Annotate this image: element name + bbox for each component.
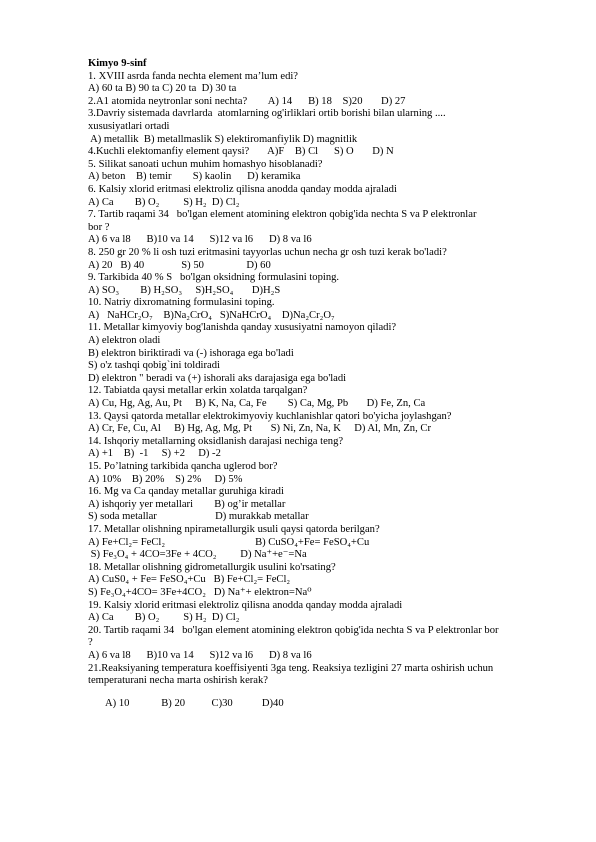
text-line: 12. Tabiatda qaysi metallar erkin xolatda tarqalgan? (88, 385, 308, 397)
text-line: 13. Qaysi qatorda metallar elektrokimyoviy kuchlanishlar qatori bo'yicha joylashgan? (88, 410, 452, 422)
text-line: A) NaHCr₂O₇ B)Na₂CrO₄ S)NaHCrO₄ D)Na₂Cr₂O₇ (88, 309, 335, 321)
text-line: 10. Natriy dixromatning formulasini toping. (88, 297, 275, 309)
spacer (88, 688, 562, 698)
text-line: S) soda metallar D) murakkab metallar (88, 511, 309, 523)
text-line: 15. Po’latning tarkibida qancha uglerod bor? (88, 461, 278, 472)
text-line: A) ishqoriy yer metallari B) og’ir metallar (88, 498, 286, 510)
text-line: 17. Metallar olishning npirametallurgik usuli qaysi qatorda berilgan? (88, 523, 380, 535)
text-line: 6. Kalsiy xlorid eritmasi elektroliz qilisna anodda qanday modda ajraladi (88, 183, 397, 195)
text-line: 19. Kalsiy xlorid eritmasi elektroliz qilisna anodda qanday modda ajraladi (88, 599, 403, 611)
text-line: bor ? (88, 221, 110, 233)
document-title: Kimyo 9-sinf (88, 58, 147, 69)
text-line: temperaturani necha marta oshirish kerak? (88, 675, 269, 687)
text-line: A) CuS0₄ + Fe= FeSO₄+Cu B) Fe+Cl₂= FeCl₂ (88, 574, 291, 586)
text-line: 7. Tartib raqami 34 bo'lgan element atomining elektron qobig'ida nechta S va P elektronlar (88, 209, 477, 221)
text-line: A) 20 B) 40 S) 50 D) 60 (88, 259, 271, 271)
text-line: A) Cu, Hg, Ag, Au, Pt B) K, Na, Ca, Fe S) Ca, Mg, Pb D) Fe, Zn, Ca (88, 398, 426, 410)
text-line: A) metallik B) metallmaslik S) elektiromanfiylik D) magnitlik (88, 133, 358, 145)
text-line: 1. XVIII asrda fanda nechta element ma’lum edi? (88, 70, 299, 82)
text-line: A) +1 B) -1 S) +2 D) -2 (88, 448, 221, 460)
text-line: 5. Silikat sanoati uchun muhim homashyo hisoblanadi? (88, 158, 323, 170)
text-line: A) 60 ta B) 90 ta C) 20 ta D) 30 ta (88, 83, 237, 95)
text-line: S) Fe₃O₄+4CO= 3Fe+4CO₂ D) Na⁺+ elektron=Na⁰ (88, 586, 312, 598)
text-line: A) Ca B) O₂ S) H₂ D) Cl₂ (88, 196, 240, 208)
text-line: 21.Reaksiyaning temperatura koeffisiyenti 3ga teng. Reaksiya tezligini 27 marta oshirish uchun (88, 662, 494, 674)
text-line: A) elektron oladi (88, 335, 161, 347)
text-line: 8. 250 gr 20 % li osh tuzi eritmasini tayyorlas uchun necha gr osh tuzi kerak bo'ladi? (88, 246, 447, 258)
text-line: A) 6 va l8 B)10 va 14 S)12 va l6 D) 8 va l6 (88, 649, 312, 661)
text-line: 11. Metallar kimyoviy bog'lanishda qanday xususiyatni namoyon qiladi? (88, 322, 397, 334)
question-21-options: A) 10 B) 20 C)30 D)40 (105, 697, 284, 709)
text-line: A) beton B) temir S) kaolin D) keramika (88, 171, 301, 183)
text-line: 20. Tartib raqami 34 bo'lgan element atomining elektron qobig'ida nechta S va P elektronlar bor (88, 624, 499, 636)
text-line: A) 6 va l8 B)10 va 14 S)12 va l6 D) 8 va l6 (88, 234, 312, 246)
text-line: xususiyatlari ortadi (88, 120, 170, 132)
text-line: S) Fe₃O₄ + 4CO=3Fe + 4CO₂ D) Na⁺+e⁻=Na (88, 549, 307, 561)
text-line: B) elektron biriktiradi va (-) ishoraga ega bo'ladi (88, 347, 294, 359)
text-line: 9. Tarkibida 40 % S bo'lgan oksidning formulasini toping. (88, 272, 340, 284)
text-line: 18. Metallar olishning gidrometallurgik usulini ko'rsating? (88, 561, 336, 573)
text-line: A) SO₃ B) H₂SO₃ S)H₂SO₄ D)H₂S (88, 284, 281, 296)
question-list (88, 71, 562, 688)
text-line: 2.A1 atomida neytronlar soni nechta? A) 14 B) 18 S)20 D) 27 (88, 95, 406, 107)
text-line: ? (88, 637, 93, 649)
text-line: 16. Mg va Ca qanday metallar guruhiga kiradi (88, 486, 284, 498)
text-line: S) o'z tashqi qobig`ini toldiradi (88, 360, 220, 372)
text-line: D) elektron " beradi va (+) ishorali aks darajasiga ega bo'ladi (88, 372, 347, 384)
text-line: A) 10% B) 20% S) 2% D) 5% (88, 473, 243, 485)
text-line: A) Ca B) O₂ S) H₂ D) Cl₂ (88, 612, 240, 624)
text-line: A) Cr, Fe, Cu, Al B) Hg, Ag, Mg, Pt S) Ni, Zn, Na, K D) Al, Mn, Zn, Cr (88, 423, 431, 435)
text-line: 3.Davriy sistemada davrlarda atomlarning og'irliklari ortib borishi bilan ularning .... (88, 108, 446, 120)
text-line: 4.Kuchli elektomanfiy element qaysi? A)F B) Cl S) O D) N (88, 146, 394, 158)
text-line: 14. Ishqoriy metallarning oksidlanish darajasi nechiga teng? (88, 435, 344, 447)
document-page (88, 58, 562, 710)
text-line: A) Fe+Cl₂= FeCl₂ B) CuSO₄+Fe= FeSO₄+Cu (88, 536, 370, 548)
